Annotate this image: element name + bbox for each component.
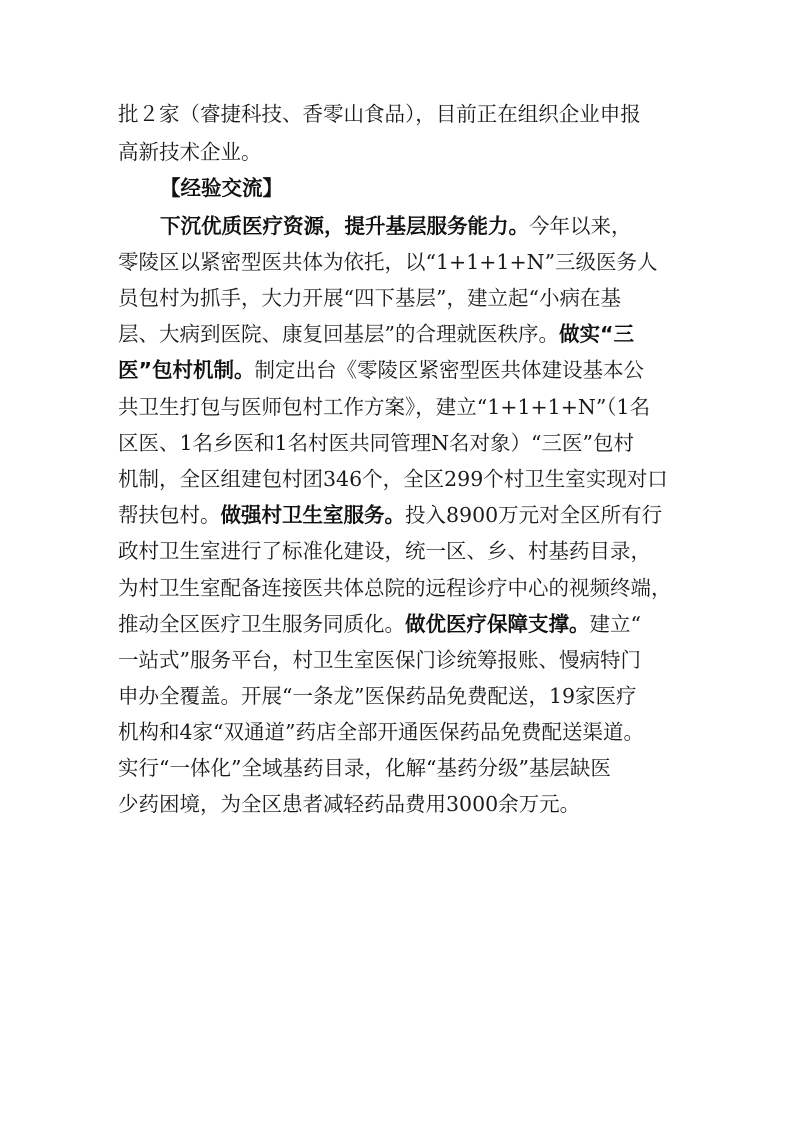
text-run: 帮扶包村。: [118, 503, 221, 527]
bold-heading: 做优医疗保障支撑。: [405, 612, 590, 636]
bold-heading: 做强村卫生室服务。: [220, 503, 405, 527]
paragraph-line: 员包村为抓手，大力开展“四下基层”，建立起“小病在基: [118, 286, 621, 310]
paragraph-line: 政村卫生室进行了标准化建设，统一区、乡、村基药目录，: [118, 539, 651, 563]
paragraph-line: 一站式”服务平台，村卫生室医保门诊统筹报账、慢病特门: [118, 648, 641, 672]
paragraph-line: 为村卫生室配备连接医共体总院的远程诊疗中心的视频终端，: [118, 576, 672, 600]
text-run: 今年以来，: [529, 214, 632, 238]
bold-heading: 做实“三: [558, 322, 634, 346]
paragraph-line: 区医、1名乡医和1名村医共同管理N名对象）“三医”包村: [118, 431, 634, 455]
paragraph-line: 机构和4家“双通道”药店全部开通医保药品免费配送渠道。: [118, 720, 645, 744]
text-run: 制定出台《零陵区紧密型医共体建设基本公: [254, 358, 644, 382]
bold-heading: 医”包村机制。: [118, 358, 255, 382]
paragraph-line: 机制，全区组建包村团346个，全区299个村卫生室实现对口: [118, 467, 668, 491]
intro-line-2: 高新技术企业。: [118, 140, 262, 164]
paragraph-line: 申办全覆盖。开展“一条龙”医保药品免费配送，19家医疗: [118, 684, 637, 708]
text-run: 投入8900万元对全区所有行: [405, 503, 663, 527]
text-run: 推动全区医疗卫生服务同质化。: [118, 612, 405, 636]
intro-line-1: 批２家（睿捷科技、香零山食品），目前正在组织企业申报: [118, 102, 641, 126]
paragraph-line: 少药困境，为全区患者减轻药品费用3000余万元。: [118, 792, 581, 816]
text-run: 层、大病到医院、康复回基层”的合理就医秩序。: [118, 322, 559, 346]
text-run: 建立“: [589, 612, 641, 636]
paragraph-line: 零陵区以紧密型医共体为依托，以“1+1+1+N”三级医务人: [118, 250, 658, 274]
paragraph-line: 实行“一体化”全域基药目录，化解“基药分级”基层缺医: [118, 756, 611, 780]
section-heading: 【经验交流】: [160, 176, 283, 200]
bold-lead: 下沉优质医疗资源，提升基层服务能力。: [160, 214, 529, 238]
paragraph-line: 共卫生打包与医师包村工作方案》，建立“1+1+1+N”（1名: [118, 395, 651, 419]
